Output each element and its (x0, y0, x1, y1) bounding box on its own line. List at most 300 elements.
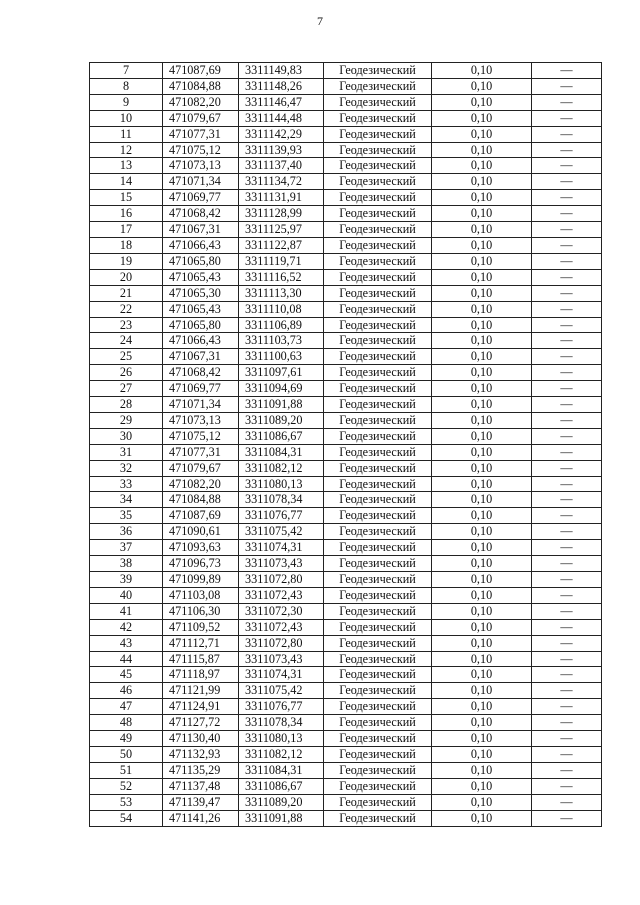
accuracy-cell: 0,10 (432, 365, 532, 381)
method-cell: Геодезический (324, 174, 432, 190)
description-cell: — (532, 651, 602, 667)
description-cell: — (532, 587, 602, 603)
method-cell: Геодезический (324, 524, 432, 540)
accuracy-cell: 0,10 (432, 476, 532, 492)
point-number-cell: 19 (90, 253, 163, 269)
description-cell: — (532, 603, 602, 619)
x-coordinate-cell: 471090,61 (163, 524, 239, 540)
table-row (90, 317, 602, 333)
table-row (90, 444, 602, 460)
x-coordinate-cell: 471069,77 (163, 381, 239, 397)
table-row (90, 158, 602, 174)
x-coordinate-cell: 471066,43 (163, 237, 239, 253)
description-cell: — (532, 508, 602, 524)
method-cell: Геодезический (324, 126, 432, 142)
table-row (90, 731, 602, 747)
y-coordinate-cell: 3311080,13 (239, 476, 324, 492)
method-cell: Геодезический (324, 317, 432, 333)
x-coordinate-cell: 471099,89 (163, 572, 239, 588)
table-row (90, 206, 602, 222)
accuracy-cell: 0,10 (432, 381, 532, 397)
description-cell: — (532, 333, 602, 349)
table-row (90, 715, 602, 731)
description-cell: — (532, 269, 602, 285)
y-coordinate-cell: 3311073,43 (239, 651, 324, 667)
y-coordinate-cell: 3311149,83 (239, 63, 324, 79)
accuracy-cell: 0,10 (432, 460, 532, 476)
table-row (90, 476, 602, 492)
point-number-cell: 48 (90, 715, 163, 731)
description-cell: — (532, 110, 602, 126)
y-coordinate-cell: 3311076,77 (239, 508, 324, 524)
accuracy-cell: 0,10 (432, 635, 532, 651)
x-coordinate-cell: 471068,42 (163, 365, 239, 381)
method-cell: Геодезический (324, 412, 432, 428)
y-coordinate-cell: 3311116,52 (239, 269, 324, 285)
table-row (90, 794, 602, 810)
description-cell: — (532, 556, 602, 572)
table-row (90, 190, 602, 206)
description-cell: — (532, 190, 602, 206)
table-row (90, 810, 602, 826)
y-coordinate-cell: 3311146,47 (239, 94, 324, 110)
description-cell: — (532, 619, 602, 635)
method-cell: Геодезический (324, 635, 432, 651)
table-row (90, 349, 602, 365)
y-coordinate-cell: 3311139,93 (239, 142, 324, 158)
x-coordinate-cell: 471115,87 (163, 651, 239, 667)
point-number-cell: 41 (90, 603, 163, 619)
method-cell: Геодезический (324, 540, 432, 556)
accuracy-cell: 0,10 (432, 269, 532, 285)
method-cell: Геодезический (324, 94, 432, 110)
description-cell: — (532, 158, 602, 174)
y-coordinate-cell: 3311075,42 (239, 524, 324, 540)
x-coordinate-cell: 471082,20 (163, 476, 239, 492)
accuracy-cell: 0,10 (432, 78, 532, 94)
point-number-cell: 25 (90, 349, 163, 365)
accuracy-cell: 0,10 (432, 317, 532, 333)
description-cell: — (532, 524, 602, 540)
description-cell: — (532, 715, 602, 731)
coordinates-table (89, 62, 602, 827)
method-cell: Геодезический (324, 444, 432, 460)
x-coordinate-cell: 471103,08 (163, 587, 239, 603)
point-number-cell: 13 (90, 158, 163, 174)
point-number-cell: 40 (90, 587, 163, 603)
description-cell: — (532, 349, 602, 365)
x-coordinate-cell: 471079,67 (163, 460, 239, 476)
method-cell: Геодезический (324, 142, 432, 158)
table-row (90, 142, 602, 158)
accuracy-cell: 0,10 (432, 731, 532, 747)
y-coordinate-cell: 3311142,29 (239, 126, 324, 142)
table-row (90, 524, 602, 540)
accuracy-cell: 0,10 (432, 556, 532, 572)
x-coordinate-cell: 471073,13 (163, 412, 239, 428)
x-coordinate-cell: 471067,31 (163, 222, 239, 238)
y-coordinate-cell: 3311073,43 (239, 556, 324, 572)
point-number-cell: 51 (90, 762, 163, 778)
point-number-cell: 39 (90, 572, 163, 588)
x-coordinate-cell: 471073,13 (163, 158, 239, 174)
y-coordinate-cell: 3311106,89 (239, 317, 324, 333)
description-cell: — (532, 699, 602, 715)
table-row (90, 667, 602, 683)
method-cell: Геодезический (324, 667, 432, 683)
accuracy-cell: 0,10 (432, 746, 532, 762)
method-cell: Геодезический (324, 715, 432, 731)
method-cell: Геодезический (324, 285, 432, 301)
description-cell: — (532, 126, 602, 142)
table-row (90, 778, 602, 794)
description-cell: — (532, 142, 602, 158)
point-number-cell: 53 (90, 794, 163, 810)
point-number-cell: 43 (90, 635, 163, 651)
x-coordinate-cell: 471075,12 (163, 428, 239, 444)
y-coordinate-cell: 3311103,73 (239, 333, 324, 349)
table-row (90, 237, 602, 253)
table-row (90, 603, 602, 619)
point-number-cell: 10 (90, 110, 163, 126)
method-cell: Геодезический (324, 301, 432, 317)
table-row (90, 683, 602, 699)
point-number-cell: 8 (90, 78, 163, 94)
accuracy-cell: 0,10 (432, 587, 532, 603)
point-number-cell: 33 (90, 476, 163, 492)
x-coordinate-cell: 471065,30 (163, 285, 239, 301)
description-cell: — (532, 476, 602, 492)
method-cell: Геодезический (324, 619, 432, 635)
y-coordinate-cell: 3311091,88 (239, 397, 324, 413)
method-cell: Геодезический (324, 699, 432, 715)
method-cell: Геодезический (324, 63, 432, 79)
point-number-cell: 54 (90, 810, 163, 826)
method-cell: Геодезический (324, 572, 432, 588)
y-coordinate-cell: 3311091,88 (239, 810, 324, 826)
method-cell: Геодезический (324, 237, 432, 253)
x-coordinate-cell: 471065,80 (163, 253, 239, 269)
accuracy-cell: 0,10 (432, 222, 532, 238)
x-coordinate-cell: 471065,43 (163, 269, 239, 285)
x-coordinate-cell: 471135,29 (163, 762, 239, 778)
y-coordinate-cell: 3311144,48 (239, 110, 324, 126)
method-cell: Геодезический (324, 810, 432, 826)
accuracy-cell: 0,10 (432, 572, 532, 588)
y-coordinate-cell: 3311100,63 (239, 349, 324, 365)
table-row (90, 174, 602, 190)
method-cell: Геодезический (324, 603, 432, 619)
x-coordinate-cell: 471118,97 (163, 667, 239, 683)
accuracy-cell: 0,10 (432, 492, 532, 508)
point-number-cell: 30 (90, 428, 163, 444)
description-cell: — (532, 237, 602, 253)
method-cell: Геодезический (324, 778, 432, 794)
x-coordinate-cell: 471065,80 (163, 317, 239, 333)
description-cell: — (532, 365, 602, 381)
y-coordinate-cell: 3311082,12 (239, 746, 324, 762)
accuracy-cell: 0,10 (432, 333, 532, 349)
point-number-cell: 12 (90, 142, 163, 158)
point-number-cell: 34 (90, 492, 163, 508)
y-coordinate-cell: 3311072,30 (239, 603, 324, 619)
accuracy-cell: 0,10 (432, 63, 532, 79)
method-cell: Геодезический (324, 78, 432, 94)
description-cell: — (532, 174, 602, 190)
method-cell: Геодезический (324, 349, 432, 365)
x-coordinate-cell: 471071,34 (163, 174, 239, 190)
accuracy-cell: 0,10 (432, 190, 532, 206)
table-row (90, 635, 602, 651)
description-cell: — (532, 762, 602, 778)
table-row (90, 301, 602, 317)
description-cell: — (532, 94, 602, 110)
y-coordinate-cell: 3311072,43 (239, 619, 324, 635)
description-cell: — (532, 317, 602, 333)
point-number-cell: 18 (90, 237, 163, 253)
point-number-cell: 42 (90, 619, 163, 635)
point-number-cell: 50 (90, 746, 163, 762)
description-cell: — (532, 285, 602, 301)
method-cell: Геодезический (324, 253, 432, 269)
table-row (90, 365, 602, 381)
table-row (90, 699, 602, 715)
description-cell: — (532, 397, 602, 413)
y-coordinate-cell: 3311086,67 (239, 428, 324, 444)
method-cell: Геодезический (324, 190, 432, 206)
x-coordinate-cell: 471137,48 (163, 778, 239, 794)
x-coordinate-cell: 471109,52 (163, 619, 239, 635)
y-coordinate-cell: 3311082,12 (239, 460, 324, 476)
method-cell: Геодезический (324, 428, 432, 444)
y-coordinate-cell: 3311134,72 (239, 174, 324, 190)
x-coordinate-cell: 471106,30 (163, 603, 239, 619)
description-cell: — (532, 667, 602, 683)
accuracy-cell: 0,10 (432, 174, 532, 190)
y-coordinate-cell: 3311076,77 (239, 699, 324, 715)
accuracy-cell: 0,10 (432, 794, 532, 810)
point-number-cell: 11 (90, 126, 163, 142)
y-coordinate-cell: 3311072,80 (239, 572, 324, 588)
table-row (90, 78, 602, 94)
coordinates-table-body (90, 63, 602, 827)
accuracy-cell: 0,10 (432, 524, 532, 540)
point-number-cell: 24 (90, 333, 163, 349)
x-coordinate-cell: 471069,77 (163, 190, 239, 206)
y-coordinate-cell: 3311131,91 (239, 190, 324, 206)
accuracy-cell: 0,10 (432, 428, 532, 444)
description-cell: — (532, 412, 602, 428)
page-number: 7 (317, 14, 323, 28)
y-coordinate-cell: 3311137,40 (239, 158, 324, 174)
point-number-cell: 9 (90, 94, 163, 110)
x-coordinate-cell: 471124,91 (163, 699, 239, 715)
point-number-cell: 20 (90, 269, 163, 285)
point-number-cell: 21 (90, 285, 163, 301)
point-number-cell: 46 (90, 683, 163, 699)
accuracy-cell: 0,10 (432, 699, 532, 715)
x-coordinate-cell: 471077,31 (163, 126, 239, 142)
point-number-cell: 52 (90, 778, 163, 794)
accuracy-cell: 0,10 (432, 778, 532, 794)
accuracy-cell: 0,10 (432, 237, 532, 253)
accuracy-cell: 0,10 (432, 540, 532, 556)
point-number-cell: 29 (90, 412, 163, 428)
table-row (90, 619, 602, 635)
point-number-cell: 45 (90, 667, 163, 683)
x-coordinate-cell: 471087,69 (163, 508, 239, 524)
accuracy-cell: 0,10 (432, 715, 532, 731)
y-coordinate-cell: 3311094,69 (239, 381, 324, 397)
method-cell: Геодезический (324, 269, 432, 285)
accuracy-cell: 0,10 (432, 683, 532, 699)
point-number-cell: 27 (90, 381, 163, 397)
accuracy-cell: 0,10 (432, 619, 532, 635)
description-cell: — (532, 460, 602, 476)
x-coordinate-cell: 471096,73 (163, 556, 239, 572)
description-cell: — (532, 78, 602, 94)
method-cell: Геодезический (324, 746, 432, 762)
x-coordinate-cell: 471084,88 (163, 492, 239, 508)
point-number-cell: 49 (90, 731, 163, 747)
point-number-cell: 32 (90, 460, 163, 476)
method-cell: Геодезический (324, 365, 432, 381)
method-cell: Геодезический (324, 587, 432, 603)
table-row (90, 269, 602, 285)
point-number-cell: 28 (90, 397, 163, 413)
method-cell: Геодезический (324, 492, 432, 508)
method-cell: Геодезический (324, 556, 432, 572)
accuracy-cell: 0,10 (432, 126, 532, 142)
x-coordinate-cell: 471067,31 (163, 349, 239, 365)
description-cell: — (532, 253, 602, 269)
description-cell: — (532, 746, 602, 762)
point-number-cell: 36 (90, 524, 163, 540)
description-cell: — (532, 683, 602, 699)
y-coordinate-cell: 3311110,08 (239, 301, 324, 317)
accuracy-cell: 0,10 (432, 158, 532, 174)
point-number-cell: 37 (90, 540, 163, 556)
description-cell: — (532, 381, 602, 397)
method-cell: Геодезический (324, 158, 432, 174)
description-cell: — (532, 428, 602, 444)
y-coordinate-cell: 3311125,97 (239, 222, 324, 238)
table-row (90, 651, 602, 667)
method-cell: Геодезический (324, 381, 432, 397)
x-coordinate-cell: 471084,88 (163, 78, 239, 94)
y-coordinate-cell: 3311080,13 (239, 731, 324, 747)
table-row (90, 428, 602, 444)
accuracy-cell: 0,10 (432, 285, 532, 301)
point-number-cell: 31 (90, 444, 163, 460)
description-cell: — (532, 301, 602, 317)
y-coordinate-cell: 3311078,34 (239, 715, 324, 731)
accuracy-cell: 0,10 (432, 349, 532, 365)
accuracy-cell: 0,10 (432, 508, 532, 524)
point-number-cell: 17 (90, 222, 163, 238)
y-coordinate-cell: 3311072,43 (239, 587, 324, 603)
y-coordinate-cell: 3311089,20 (239, 794, 324, 810)
table-row (90, 460, 602, 476)
method-cell: Геодезический (324, 731, 432, 747)
x-coordinate-cell: 471065,43 (163, 301, 239, 317)
accuracy-cell: 0,10 (432, 667, 532, 683)
y-coordinate-cell: 3311075,42 (239, 683, 324, 699)
y-coordinate-cell: 3311084,31 (239, 762, 324, 778)
table-row (90, 397, 602, 413)
point-number-cell: 44 (90, 651, 163, 667)
method-cell: Геодезический (324, 476, 432, 492)
description-cell: — (532, 540, 602, 556)
x-coordinate-cell: 471093,63 (163, 540, 239, 556)
x-coordinate-cell: 471071,34 (163, 397, 239, 413)
x-coordinate-cell: 471068,42 (163, 206, 239, 222)
description-cell: — (532, 206, 602, 222)
x-coordinate-cell: 471127,72 (163, 715, 239, 731)
table-row (90, 762, 602, 778)
table-row (90, 110, 602, 126)
table-row (90, 572, 602, 588)
table-row (90, 508, 602, 524)
table-row (90, 253, 602, 269)
point-number-cell: 23 (90, 317, 163, 333)
table-row (90, 587, 602, 603)
x-coordinate-cell: 471079,67 (163, 110, 239, 126)
description-cell: — (532, 794, 602, 810)
accuracy-cell: 0,10 (432, 762, 532, 778)
point-number-cell: 14 (90, 174, 163, 190)
x-coordinate-cell: 471077,31 (163, 444, 239, 460)
y-coordinate-cell: 3311086,67 (239, 778, 324, 794)
description-cell: — (532, 635, 602, 651)
method-cell: Геодезический (324, 397, 432, 413)
accuracy-cell: 0,10 (432, 94, 532, 110)
table-row (90, 222, 602, 238)
y-coordinate-cell: 3311089,20 (239, 412, 324, 428)
accuracy-cell: 0,10 (432, 651, 532, 667)
description-cell: — (532, 731, 602, 747)
x-coordinate-cell: 471130,40 (163, 731, 239, 747)
x-coordinate-cell: 471075,12 (163, 142, 239, 158)
method-cell: Геодезический (324, 333, 432, 349)
x-coordinate-cell: 471132,93 (163, 746, 239, 762)
table-row (90, 333, 602, 349)
point-number-cell: 7 (90, 63, 163, 79)
table-row (90, 94, 602, 110)
accuracy-cell: 0,10 (432, 206, 532, 222)
x-coordinate-cell: 471141,26 (163, 810, 239, 826)
point-number-cell: 26 (90, 365, 163, 381)
accuracy-cell: 0,10 (432, 301, 532, 317)
y-coordinate-cell: 3311072,80 (239, 635, 324, 651)
x-coordinate-cell: 471139,47 (163, 794, 239, 810)
accuracy-cell: 0,10 (432, 110, 532, 126)
method-cell: Геодезический (324, 110, 432, 126)
y-coordinate-cell: 3311097,61 (239, 365, 324, 381)
method-cell: Геодезический (324, 460, 432, 476)
y-coordinate-cell: 3311074,31 (239, 667, 324, 683)
x-coordinate-cell: 471082,20 (163, 94, 239, 110)
table-row (90, 63, 602, 79)
table-row (90, 126, 602, 142)
method-cell: Геодезический (324, 762, 432, 778)
y-coordinate-cell: 3311148,26 (239, 78, 324, 94)
description-cell: — (532, 810, 602, 826)
description-cell: — (532, 444, 602, 460)
point-number-cell: 47 (90, 699, 163, 715)
y-coordinate-cell: 3311122,87 (239, 237, 324, 253)
accuracy-cell: 0,10 (432, 603, 532, 619)
